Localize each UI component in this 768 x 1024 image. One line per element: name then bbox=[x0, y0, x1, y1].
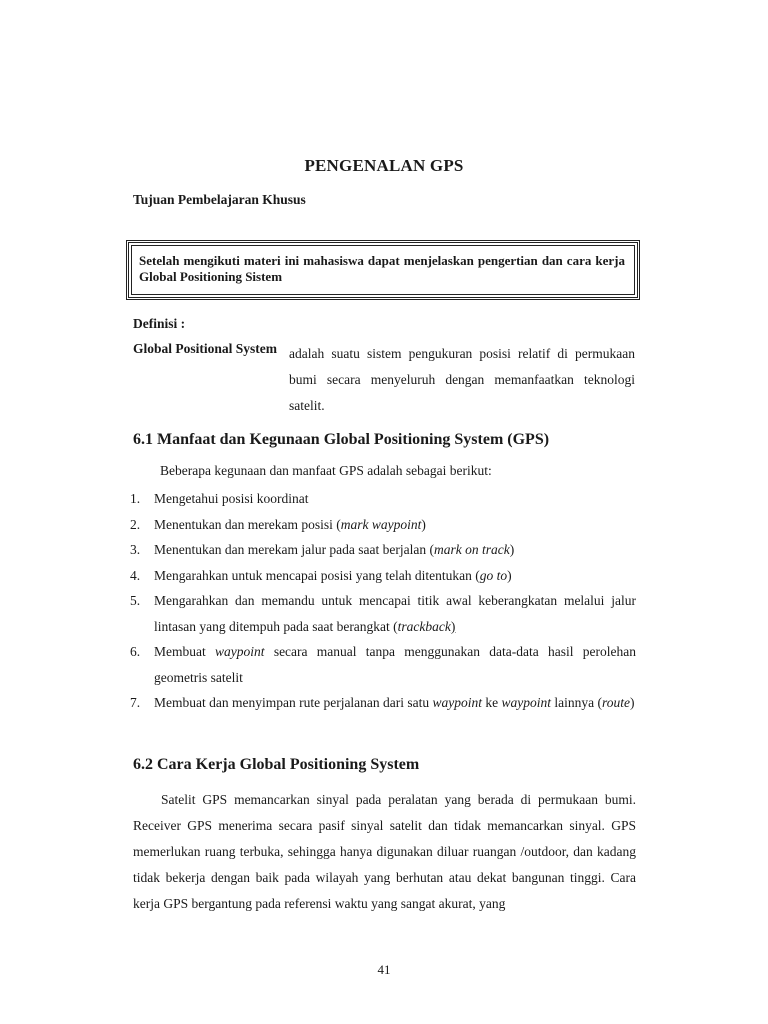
page-title: PENGENALAN GPS bbox=[304, 156, 464, 175]
objective-text: Setelah mengikuti materi ini mahasiswa dapat menjelaskan pengertian dan cara kerja Global Positioning Sistem bbox=[139, 253, 625, 284]
learning-objective-heading: Tujuan Pembelajaran Khusus bbox=[133, 192, 306, 207]
list-item bbox=[130, 588, 636, 639]
list-item-text: Mengarahkan dan memandu untuk mencapai titik awal keberangkatan melalui jalur lintasan yang ditempuh pada saat berangkat (trackback) bbox=[154, 593, 636, 634]
list-item-number: 4. bbox=[130, 567, 141, 583]
list-item-text: Membuat dan menyimpan rute perjalanan dari satu waypoint ke waypoint lainnya (route) bbox=[154, 695, 635, 710]
section-2-heading: 6.2 Cara Kerja Global Positioning System bbox=[133, 756, 420, 773]
definition-body: adalah suatu sistem pengukuran posisi relatif di permukaan bumi secara menyeluruh dengan memanfaatkan teknologi satelit. bbox=[289, 346, 635, 413]
section-1-intro: Beberapa kegunaan dan manfaat GPS adalah sebagai berikut: bbox=[160, 463, 492, 478]
objective-box bbox=[126, 240, 640, 300]
list-item bbox=[130, 563, 636, 589]
list-item-number: 2. bbox=[130, 516, 141, 532]
list-item bbox=[130, 690, 636, 716]
definition-term: Global Positional System bbox=[133, 341, 278, 356]
page-number: 41 bbox=[377, 962, 391, 977]
definition-label: Definisi : bbox=[133, 316, 186, 331]
section-1-heading: 6.1 Manfaat dan Kegunaan Global Positioning System (GPS) bbox=[133, 431, 550, 448]
list-item-number: 5. bbox=[130, 593, 141, 608]
list-item-text: Menentukan dan merekam posisi (mark waypoint) bbox=[154, 516, 426, 532]
list-item-number: 1. bbox=[130, 491, 141, 506]
list-item-number: 3. bbox=[130, 542, 141, 557]
list-item-number: 7. bbox=[130, 695, 141, 710]
list-item-number: 6. bbox=[130, 644, 141, 659]
list-item-text: Mengarahkan untuk mencapai posisi yang telah ditentukan (go to) bbox=[154, 567, 512, 583]
list-item-text: Mengetahui posisi koordinat bbox=[154, 491, 309, 506]
list-item bbox=[130, 537, 636, 563]
list-item bbox=[130, 486, 636, 512]
section-2-paragraph: Satelit GPS memancarkan sinyal pada peralatan yang berada di permukaan bumi. Receiver GPS menerima secara pasif sinyal satelit dan tidak memancarkan sinyal. GPS memerlukan ruang terbuka, sehingga hanya digunakan diluar ruangan /outdoor, dan kadang tidak bekerja dengan baik pada wilayah yang berhutan atau dekat bangunan tinggi. Cara kerja GPS bergantung pada referensi waktu yang sangat akurat, yang bbox=[133, 792, 636, 911]
list-item bbox=[130, 512, 636, 538]
benefits-list bbox=[130, 486, 636, 716]
list-item-text: Menentukan dan merekam jalur pada saat berjalan (mark on track) bbox=[154, 542, 515, 557]
list-item bbox=[130, 639, 636, 690]
list-item-text: Membuat waypoint secara manual tanpa menggunakan data-data hasil perolehan geometris satelit bbox=[154, 644, 637, 685]
